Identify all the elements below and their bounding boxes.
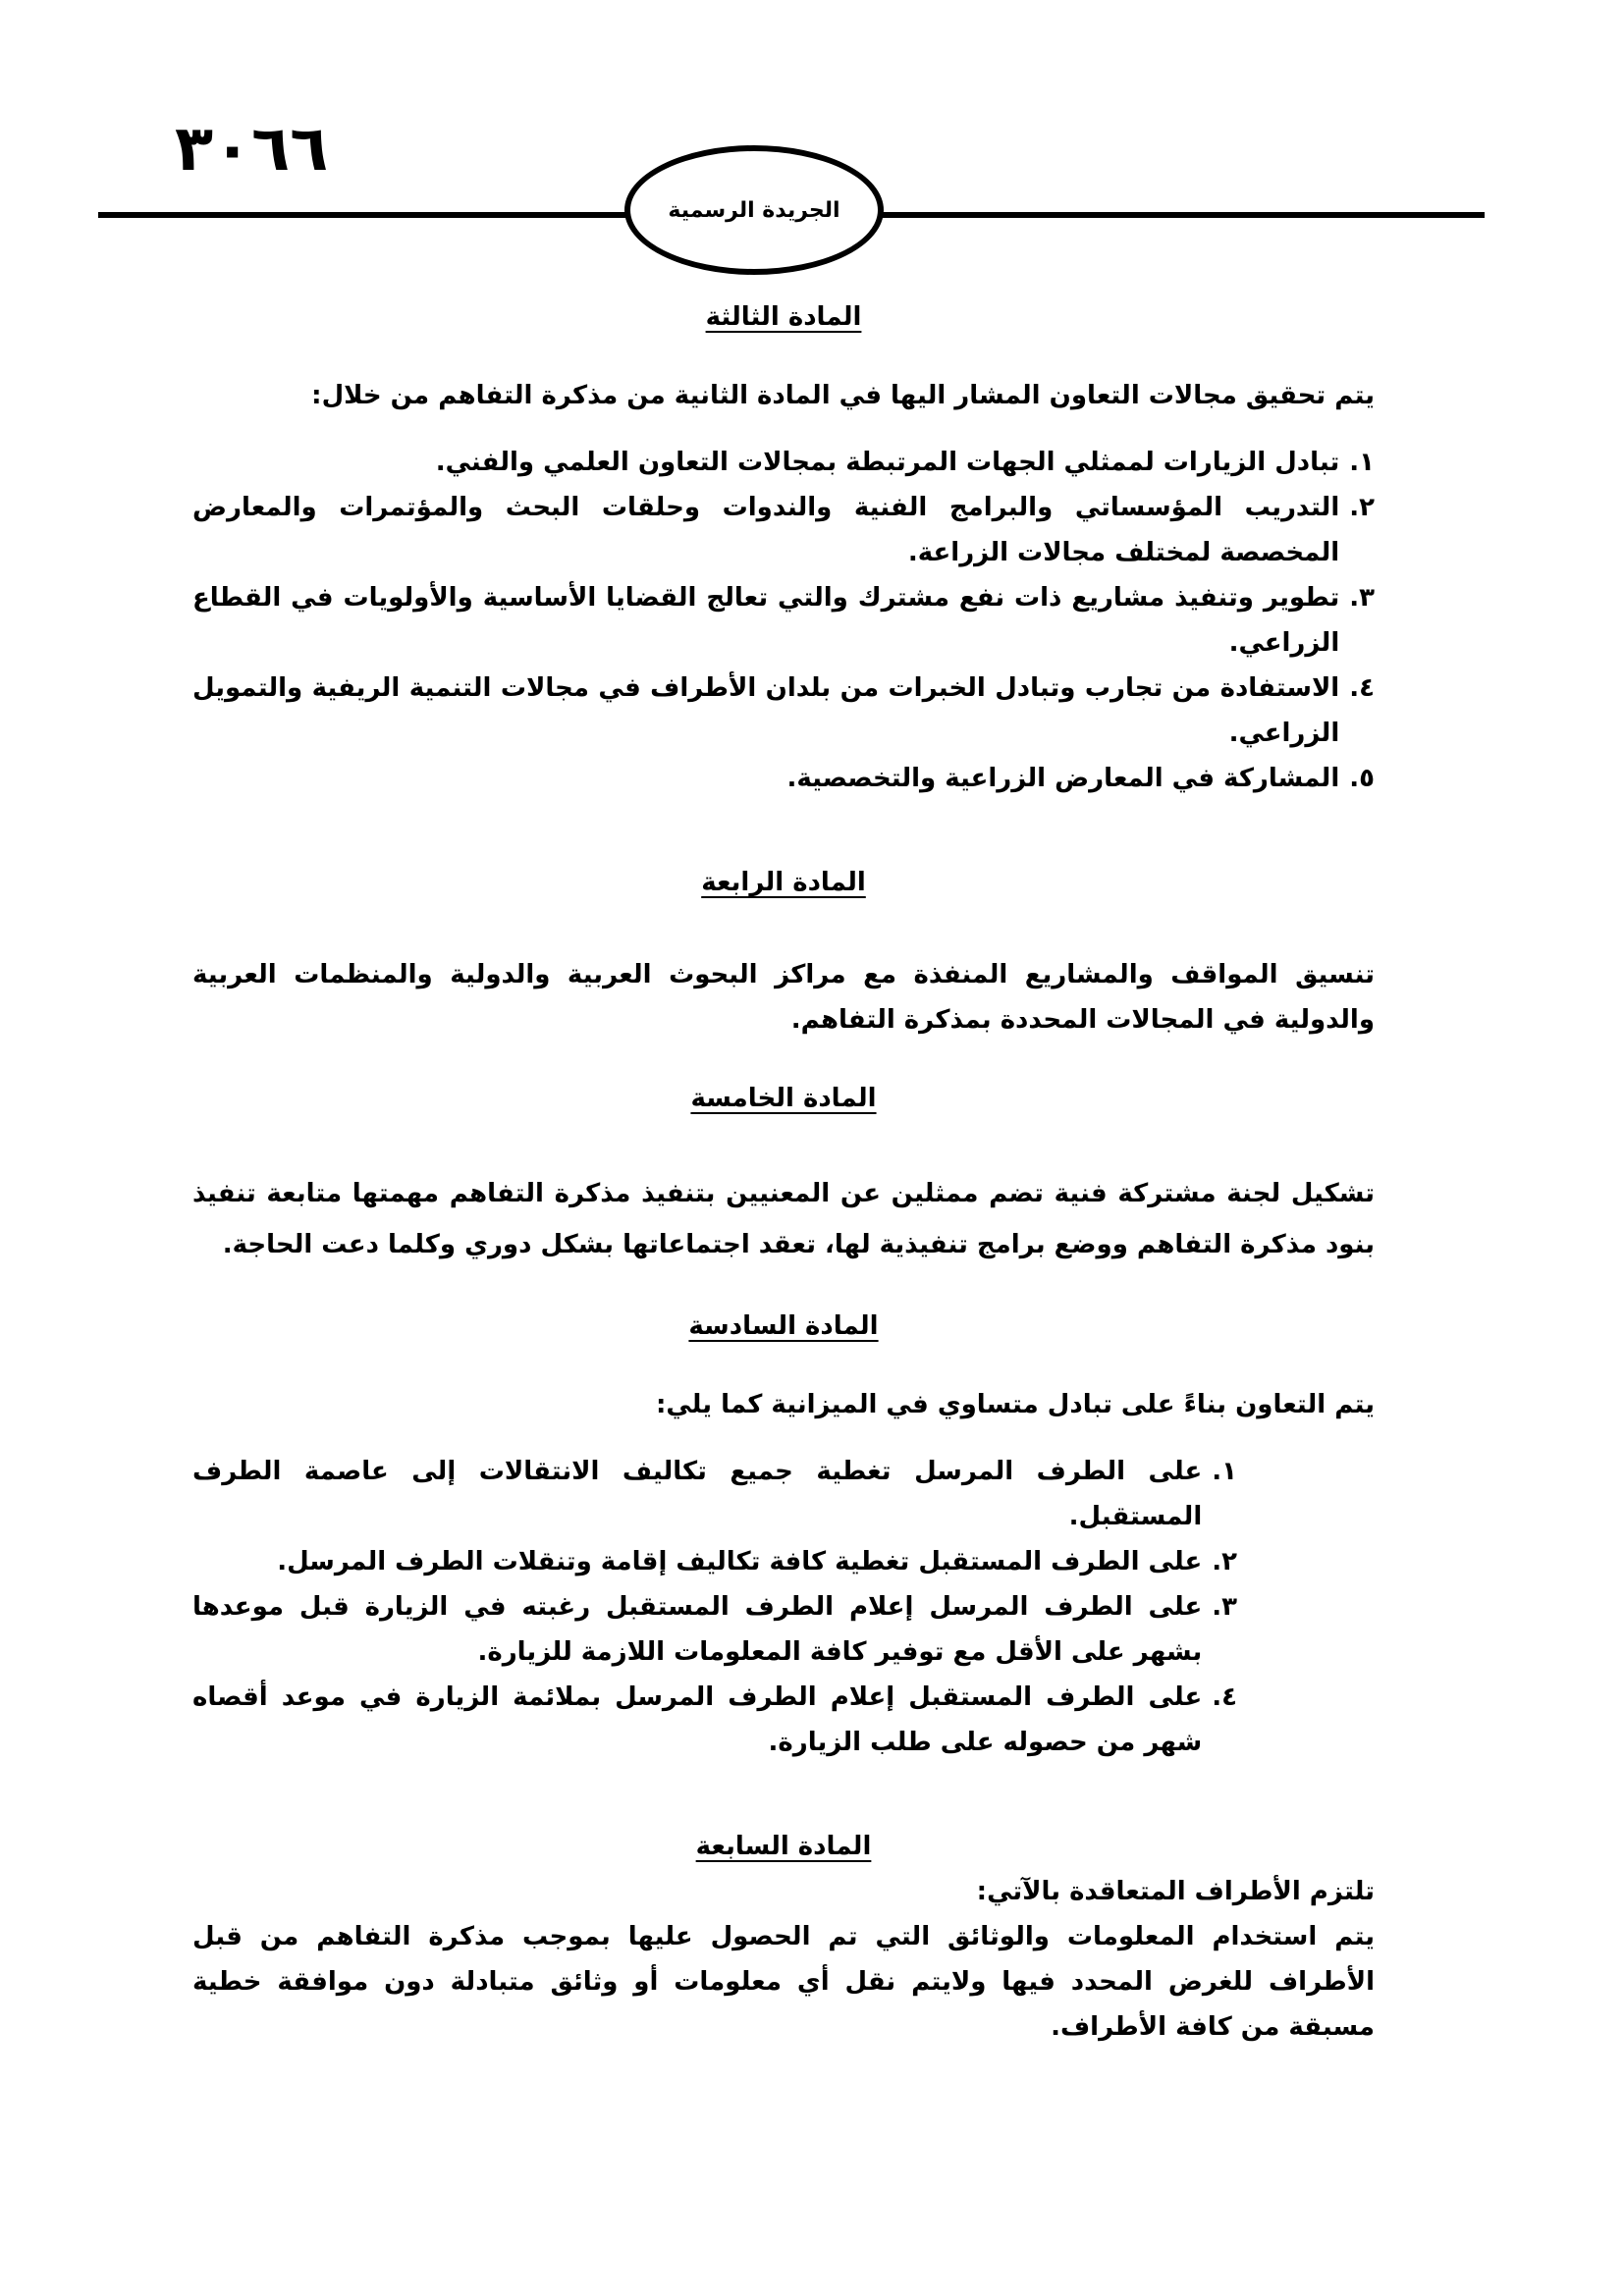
- article-6-heading: المادة السادسة: [688, 1311, 879, 1341]
- page-number: ٣٠٦٦: [175, 113, 329, 186]
- list-item: ١. تبادل الزيارات لممثلي الجهات المرتبطة بمجالات التعاون العلمي والفني.: [435, 448, 1375, 477]
- article-5-text: تشكيل لجنة مشتركة فنية تضم ممثلين عن المعنيين بتنفيذ مذكرة التفاهم مهمتها متابعة تنفيذ بنود مذكرة التفاهم ووضع برامج تنفيذية لها، تعقد اجتماعاتها بشكل دوري وكلما دعت الحاجة.: [192, 1179, 1375, 1259]
- list-item: ٣. على الطرف المرسل إعلام الطرف المستقبل رغبته في الزيارة قبل موعدها بشهر على الأقل مع توفير كافة المعلومات اللازمة للزيارة.: [192, 1592, 1237, 1667]
- list-item: ٢. على الطرف المستقبل تغطية كافة تكاليف إقامة وتنقلات الطرف المرسل.: [277, 1547, 1237, 1576]
- article-7-text: يتم استخدام المعلومات والوثائق التي تم الحصول عليها بموجب مذكرة التفاهم من قبل الأطراف للغرض المحدد فيها ولايتم نقل أي معلومات أو وثائق متبادلة دون موافقة خطية مسبقة من كافة الأطراف.: [192, 1922, 1375, 2042]
- article-4-text: تنسيق المواقف والمشاريع المنفذة مع مراكز البحوث العربية والدولية والمنظمات العربية والدولية في المجالات المحددة بمذكرة التفاهم.: [192, 960, 1375, 1035]
- document-body: [192, 294, 1375, 2050]
- gazette-title-oval: [624, 145, 884, 275]
- list-item: ٢. التدريب المؤسساتي والبرامج الفنية والندوات وحلقات البحث والمؤتمرات والمعارض المخصصة لمختلف مجالات الزراعة.: [192, 493, 1375, 567]
- gazette-title: الجريدة الرسمية: [668, 197, 840, 223]
- article-6-list: [192, 1449, 1375, 1765]
- article-7-heading: المادة السابعة: [695, 1832, 872, 1861]
- article-4-heading: المادة الرابعة: [701, 868, 866, 897]
- list-item: ١. على الطرف المرسل تغطية جميع تكاليف الانتقالات إلى عاصمة الطرف المستقبل.: [192, 1457, 1237, 1531]
- list-item: ٤. الاستفادة من تجارب وتبادل الخبرات من بلدان الأطراف في مجالات التنمية الريفية والتمويل الزراعي.: [192, 673, 1375, 748]
- list-item: ٤. على الطرف المستقبل إعلام الطرف المرسل بملائمة الزيارة في موعد أقصاه شهر من حصوله على طلب الزيارة.: [192, 1682, 1237, 1757]
- article-7-intro: تلتزم الأطراف المتعاقدة بالآتي:: [976, 1877, 1375, 1906]
- article-3-heading: المادة الثالثة: [705, 302, 862, 332]
- article-5-heading: المادة الخامسة: [690, 1084, 877, 1113]
- list-item: ٣. تطوير وتنفيذ مشاريع ذات نفع مشترك والتي تعالج القضايا الأساسية والأولويات في القطاع الزراعي.: [192, 583, 1375, 658]
- article-3-intro: يتم تحقيق مجالات التعاون المشار اليها في المادة الثانية من مذكرة التفاهم من خلال:: [311, 381, 1375, 410]
- article-3-list: [192, 440, 1375, 801]
- article-6-intro: يتم التعاون بناءً على تبادل متساوي في الميزانية كما يلي:: [655, 1390, 1375, 1419]
- list-item: ٥. المشاركة في المعارض الزراعية والتخصصية.: [786, 764, 1375, 793]
